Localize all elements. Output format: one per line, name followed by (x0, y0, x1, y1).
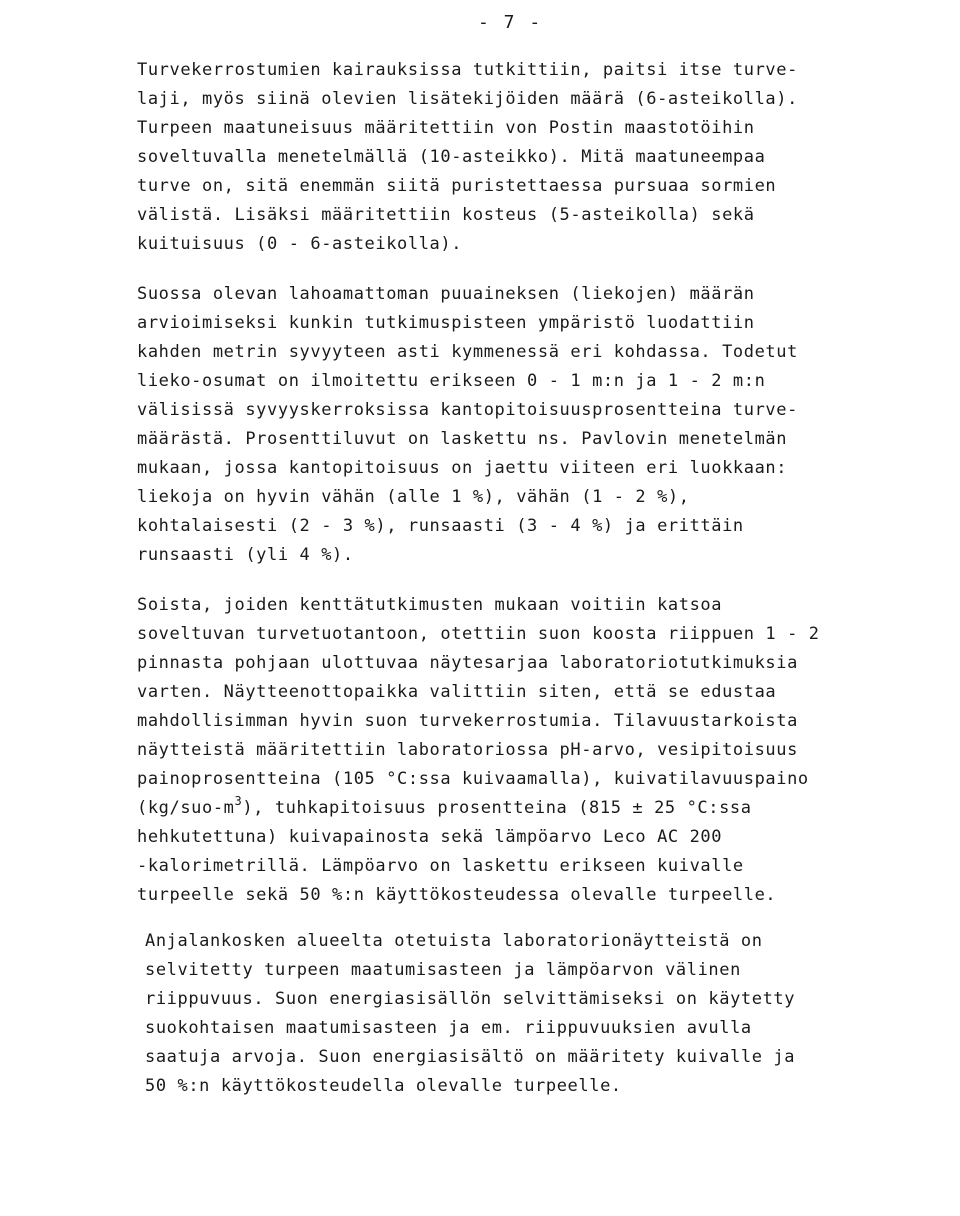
text-line: laji, myös siinä olevien lisätekijöiden määrä (6-asteikolla). (137, 89, 798, 109)
text-line: Suossa olevan lahoamattoman puuaineksen (liekojen) määrän (137, 284, 755, 304)
text-line: kahden metrin syvyyteen asti kymmenessä eri kohdassa. Todetut (137, 342, 798, 362)
text-line: mukaan, jossa kantopitoisuus on jaettu viiteen eri luokkaan: (137, 458, 788, 478)
text-line: kohtalaisesti (2 - 3 %), runsaasti (3 - 4 %) ja erittäin (137, 516, 744, 536)
paragraph-wood-content (137, 280, 937, 570)
text-line: soveltuvan turvetuotantoon, otettiin suon koosta riippuen 1 - 2 (137, 624, 820, 644)
superscript: 3 (234, 794, 243, 808)
text-line: pinnasta pohjaan ulottuvaa näytesarjaa laboratoriotutkimuksia (137, 653, 798, 673)
text-line: painoprosentteina (105 °C:ssa kuivaamalla), kuivatilavuuspaino (137, 769, 809, 789)
text-line: välistä. Lisäksi määritettiin kosteus (5-asteikolla) sekä (137, 205, 755, 225)
text-line: varten. Näytteenottopaikka valittiin siten, että se edustaa (137, 682, 777, 702)
text-line: lieko-osumat on ilmoitettu erikseen 0 - 1 m:n ja 1 - 2 m:n (137, 371, 766, 391)
text-line: hehkutettuna) kuivapainosta sekä lämpöarvo Leco AC 200 (137, 827, 723, 847)
text-line: soveltuvalla menetelmällä (10-asteikko). Mitä maatuneempaa (137, 147, 766, 167)
text-line: välisissä syvyyskerroksissa kantopitoisuusprosentteina turve- (137, 400, 798, 420)
unit-text-start: (kg/suo-m (137, 798, 235, 818)
text-line: turve on, sitä enemmän siitä puristettaessa pursuaa sormien (137, 176, 777, 196)
page-number: - 7 - (478, 12, 543, 33)
text-line: riippuvuus. Suon energiasisällön selvittämiseksi on käytetty (145, 989, 796, 1009)
text-line: Anjalankosken alueelta otetuista laboratorionäytteistä on (145, 931, 763, 951)
paragraph-lab-samples (137, 591, 937, 910)
text-line: Soista, joiden kenttätutkimusten mukaan voitiin katsoa (137, 595, 723, 615)
text-line: arvioimiseksi kunkin tutkimuspisteen ympäristö luodattiin (137, 313, 755, 333)
text-line: liekoja on hyvin vähän (alle 1 %), vähän (1 - 2 %), (137, 487, 690, 507)
text-line: kuituisuus (0 - 6-asteikolla). (137, 234, 463, 254)
text-line: 50 %:n käyttökosteudella olevalle turpeelle. (145, 1076, 622, 1096)
paragraph-peat-layers (137, 56, 937, 259)
text-line: määrästä. Prosenttiluvut on laskettu ns. Pavlovin menetelmän (137, 429, 788, 449)
text-line: selvitetty turpeen maatumisasteen ja lämpöarvon välinen (145, 960, 741, 980)
text-line: saatuja arvoja. Suon energiasisältö on määritety kuivalle ja (145, 1047, 796, 1067)
text-line: näytteistä määritettiin laboratoriossa pH-arvo, vesipitoisuus (137, 740, 798, 760)
unit-text-end: ), tuhkapitoisuus prosentteina (815 ± 25 °C:ssa (242, 798, 752, 818)
text-line-unit (137, 794, 937, 823)
text-line: runsaasti (yli 4 %). (137, 545, 354, 565)
text-line: -kalorimetrillä. Lämpöarvo on laskettu erikseen kuivalle (137, 856, 744, 876)
text-line: mahdollisimman hyvin suon turvekerrostumia. Tilavuustarkoista (137, 711, 798, 731)
text-line: Turvekerrostumien kairauksissa tutkittiin, paitsi itse turve- (137, 60, 798, 80)
text-line: suokohtaisen maatumisasteen ja em. riippuvuuksien avulla (145, 1018, 752, 1038)
paragraph-energy-content (145, 927, 945, 1101)
text-line: turpeelle sekä 50 %:n käyttökosteudessa olevalle turpeelle. (137, 885, 777, 905)
text-line: Turpeen maatuneisuus määritettiin von Postin maastotöihin (137, 118, 755, 138)
